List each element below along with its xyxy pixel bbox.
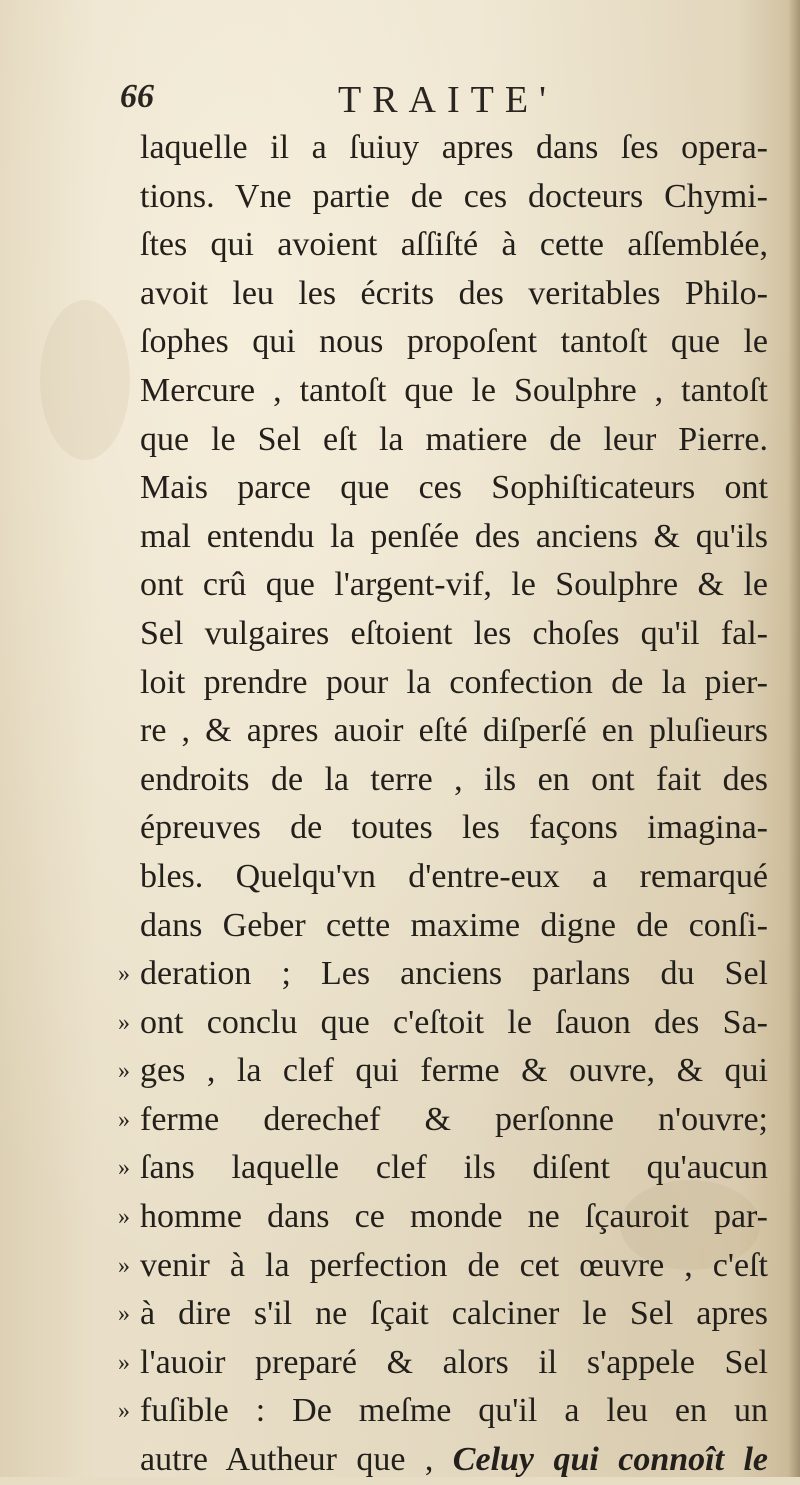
text-line xyxy=(118,804,768,853)
text-line xyxy=(118,1387,768,1436)
line-text xyxy=(140,999,768,1048)
line-text-roman: à dire s'il ne ſçait calciner le Sel apres xyxy=(140,1295,768,1333)
text-line xyxy=(118,464,768,513)
quotation-marker: » xyxy=(118,1106,130,1133)
line-text-roman: deration ; Les anciens parlans du Sel xyxy=(140,955,768,993)
quotation-marker: » xyxy=(118,1301,130,1328)
quotation-marker: » xyxy=(118,1155,130,1182)
text-line xyxy=(118,756,768,805)
line-text-roman: ges , la clef qui ferme & ouvre, & qui xyxy=(140,1052,768,1090)
body-text xyxy=(118,124,768,1485)
line-text xyxy=(140,561,768,610)
text-line xyxy=(118,1290,768,1339)
quotation-marker xyxy=(118,513,140,562)
quotation-marker xyxy=(118,367,140,416)
line-text xyxy=(140,318,768,367)
line-text xyxy=(140,124,768,173)
line-text-roman: laquelle il a ſuiuy apres dans ſes opera- xyxy=(140,129,768,166)
line-text xyxy=(140,1096,768,1145)
line-text-roman: Mais parce que ces Sophiſticateurs ont xyxy=(140,469,768,507)
line-text xyxy=(140,950,768,999)
line-text-roman: fuſible : De meſme qu'il a leu en un xyxy=(140,1392,768,1430)
quotation-marker xyxy=(118,756,140,805)
quotation-marker xyxy=(118,853,140,902)
text-line xyxy=(118,124,768,173)
paper-stain xyxy=(40,300,130,460)
line-text xyxy=(140,902,768,951)
text-line xyxy=(118,707,768,756)
text-line xyxy=(118,1047,768,1096)
quotation-marker xyxy=(118,464,140,513)
line-text-roman: dans Geber cette maxime digne de conſi- xyxy=(140,906,768,944)
text-line xyxy=(118,999,768,1048)
page-edge-shadow xyxy=(788,0,800,1477)
line-text xyxy=(140,707,768,756)
line-text-roman: Sel vulgaires eſtoient les choſes qu'il fal- xyxy=(140,614,768,652)
line-text-roman: bles. Quelqu'vn d'entre-eux a remarqué xyxy=(140,857,768,895)
line-text-roman: l'auoir preparé & alors il s'appele Sel xyxy=(140,1343,768,1381)
line-text-roman: ferme derechef & perſonne n'ouvre; xyxy=(140,1100,768,1138)
line-text-roman: avoit leu les écrits des veritables Philo- xyxy=(140,274,768,312)
text-line xyxy=(118,173,768,222)
quotation-marker: » xyxy=(118,1058,130,1085)
line-text-roman: ont conclu que c'eſtoit le ſauon des Sa- xyxy=(140,1003,768,1041)
line-text-roman: tions. Vne partie de ces docteurs Chymi- xyxy=(140,177,768,215)
line-text-roman: épreuves de toutes les façons imagina- xyxy=(140,809,768,847)
line-text xyxy=(140,367,768,416)
line-text-roman: re , & apres auoir eſté diſperſé en pluſieurs xyxy=(140,712,768,750)
line-text-roman: ont crû que l'argent-vif, le Soulphre & le xyxy=(140,566,768,604)
quotation-marker xyxy=(118,707,140,756)
line-text xyxy=(140,173,768,222)
quotation-marker xyxy=(118,659,140,708)
text-line xyxy=(118,1096,768,1145)
text-line xyxy=(118,561,768,610)
text-line xyxy=(118,1193,768,1242)
line-text-roman: autre Autheur que , xyxy=(140,1441,453,1479)
line-text xyxy=(140,1144,768,1193)
text-line xyxy=(118,659,768,708)
text-line xyxy=(118,1436,768,1485)
text-line xyxy=(118,1242,768,1291)
quotation-marker xyxy=(118,221,140,270)
line-text-roman: venir à la perfection de cet œuvre , c'eſt xyxy=(140,1246,768,1284)
line-text xyxy=(140,464,768,513)
quotation-marker: » xyxy=(118,961,130,988)
text-line xyxy=(118,318,768,367)
line-text xyxy=(140,853,768,902)
text-line xyxy=(118,221,768,270)
text-line xyxy=(118,513,768,562)
quotation-marker xyxy=(118,318,140,367)
quotation-marker: » xyxy=(118,1252,130,1279)
line-text-roman: endroits de la terre , ils en ont fait des xyxy=(140,760,768,798)
line-text xyxy=(140,270,768,319)
quotation-marker xyxy=(118,804,140,853)
line-text-roman: Mercure , tantoſt que le Soulphre , tantoſt xyxy=(140,371,768,409)
line-text xyxy=(140,756,768,805)
line-text-roman: ſans laquelle clef ils diſent qu'aucun xyxy=(140,1149,768,1187)
line-text xyxy=(140,1387,768,1436)
running-head: TRAITE' xyxy=(338,79,557,121)
line-text-roman: loit prendre pour la confection de la pier- xyxy=(140,663,768,701)
quotation-marker xyxy=(118,173,140,222)
line-text xyxy=(140,1436,768,1485)
line-text xyxy=(140,804,768,853)
quotation-marker: » xyxy=(118,1009,130,1036)
text-line xyxy=(118,902,768,951)
page-header xyxy=(120,78,740,128)
line-text xyxy=(140,610,768,659)
text-line xyxy=(118,853,768,902)
line-text-roman: que le Sel eſt la matiere de leur Pierre. xyxy=(140,420,768,458)
text-line xyxy=(118,367,768,416)
quotation-marker xyxy=(118,902,140,951)
quotation-marker xyxy=(118,124,140,173)
line-text-italic: Celuy qui connoît le xyxy=(452,1441,768,1479)
quotation-marker: » xyxy=(118,1398,130,1425)
line-text xyxy=(140,416,768,465)
line-text xyxy=(140,1193,768,1242)
line-text xyxy=(140,659,768,708)
quotation-marker xyxy=(118,1436,140,1485)
line-text xyxy=(140,221,768,270)
line-text xyxy=(140,1047,768,1096)
line-text-roman: ſtes qui avoient aſſiſté à cette aſſemblée, xyxy=(140,226,768,264)
text-line xyxy=(118,416,768,465)
quotation-marker: » xyxy=(118,1204,130,1231)
quotation-marker xyxy=(118,561,140,610)
text-line xyxy=(118,1339,768,1388)
line-text-roman: ſophes qui nous propoſent tantoſt que le xyxy=(140,323,768,361)
quotation-marker: » xyxy=(118,1349,130,1376)
text-line xyxy=(118,950,768,999)
line-text xyxy=(140,1242,768,1291)
line-text xyxy=(140,1339,768,1388)
text-line xyxy=(118,610,768,659)
line-text-roman: homme dans ce monde ne ſçauroit par- xyxy=(140,1198,768,1236)
line-text-roman: mal entendu la penſée des anciens & qu'ils xyxy=(140,517,768,555)
quotation-marker xyxy=(118,270,140,319)
line-text xyxy=(140,513,768,562)
quotation-marker xyxy=(118,610,140,659)
line-text xyxy=(140,1290,768,1339)
quotation-marker xyxy=(118,416,140,465)
page-number: 66 xyxy=(120,78,154,115)
text-line xyxy=(118,270,768,319)
text-line xyxy=(118,1144,768,1193)
